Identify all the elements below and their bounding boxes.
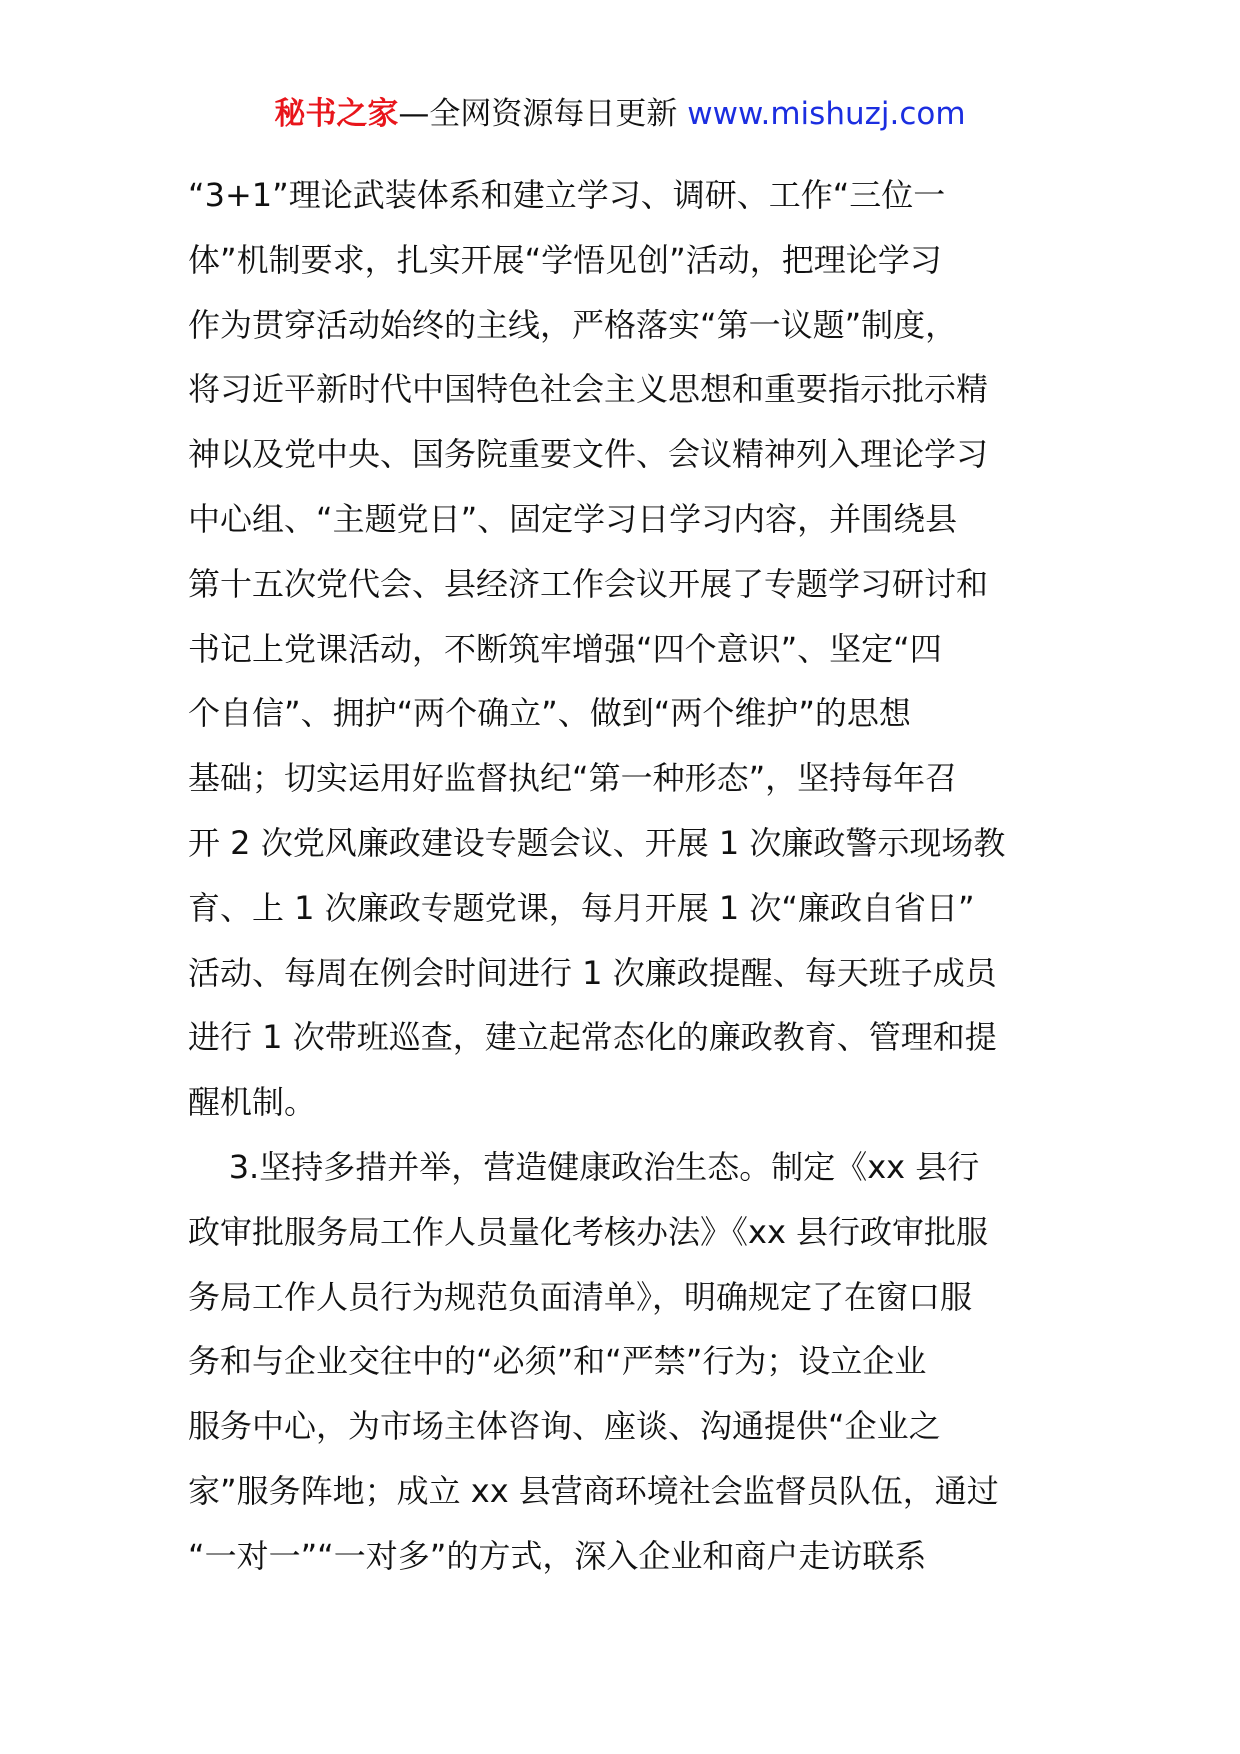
text-line: 活动、每周在例会时间进行 1 次廉政提醒、每天班子成员 <box>188 953 997 992</box>
text-line: 醒机制。 <box>188 1083 317 1122</box>
text-line: 书记上党课活动，不断筑牢增强“四个意识”、坚定“四 <box>188 629 942 668</box>
text-line: “3+1”理论武装体系和建立学习、调研、工作“三位一 <box>188 176 946 214</box>
text-line: 进行 1 次带班巡查，建立起常态化的廉政教育、管理和提 <box>188 1018 997 1057</box>
text-line: 服务中心，为市场主体咨询、座谈、沟通提供“企业之 <box>188 1407 941 1446</box>
brand-name: 秘书之家 <box>274 96 399 132</box>
text-line: 神以及党中央、国务院重要文件、会议精神列入理论学习 <box>188 435 989 474</box>
text-line: 中心组、“主题党日”、固定学习日学习内容，并围绕县 <box>188 499 958 538</box>
text-line: 个自信”、拥护“两个确立”、做到“两个维护”的思想 <box>188 694 911 733</box>
text-line: 将习近平新时代中国特色社会主义思想和重要指示批示精 <box>188 370 989 409</box>
site-header <box>0 92 1240 136</box>
text-line: 务和与企业交往中的“必须”和“严禁”行为；设立企业 <box>188 1342 927 1381</box>
site-url-link[interactable]: www.mishuzj.com <box>687 96 966 132</box>
paragraph-start-line: 3.坚持多措并举，营造健康政治生态。制定《xx 县行 <box>188 1147 980 1186</box>
text-line: 体”机制要求，扎实开展“学悟见创”活动，把理论学习 <box>188 240 942 279</box>
text-line: 开 2 次党风廉政建设专题会议、开展 1 次廉政警示现场教 <box>188 823 1006 862</box>
text-line: 基础；切实运用好监督执纪“第一种形态”，坚持每年召 <box>188 759 958 798</box>
text-line: 政审批服务局工作人员量化考核办法》《xx 县行政审批服 <box>188 1212 989 1251</box>
text-line: 作为贯穿活动始终的主线，严格落实“第一议题”制度， <box>188 305 958 344</box>
text-line: 第十五次党代会、县经济工作会议开展了专题学习研讨和 <box>188 564 989 603</box>
document-body <box>188 163 1058 1589</box>
text-line: 务局工作人员行为规范负面清单》，明确规定了在窗口服 <box>188 1277 973 1316</box>
text-line: “一对一”“一对多”的方式，深入企业和商户走访联系 <box>188 1536 927 1575</box>
text-line: 家”服务阵地；成立 xx 县营商环境社会监督员队伍，通过 <box>188 1471 999 1510</box>
text-line: 育、上 1 次廉政专题党课，每月开展 1 次“廉政自省日” <box>188 888 975 927</box>
header-tagline: —全网资源每日更新 <box>398 96 678 132</box>
